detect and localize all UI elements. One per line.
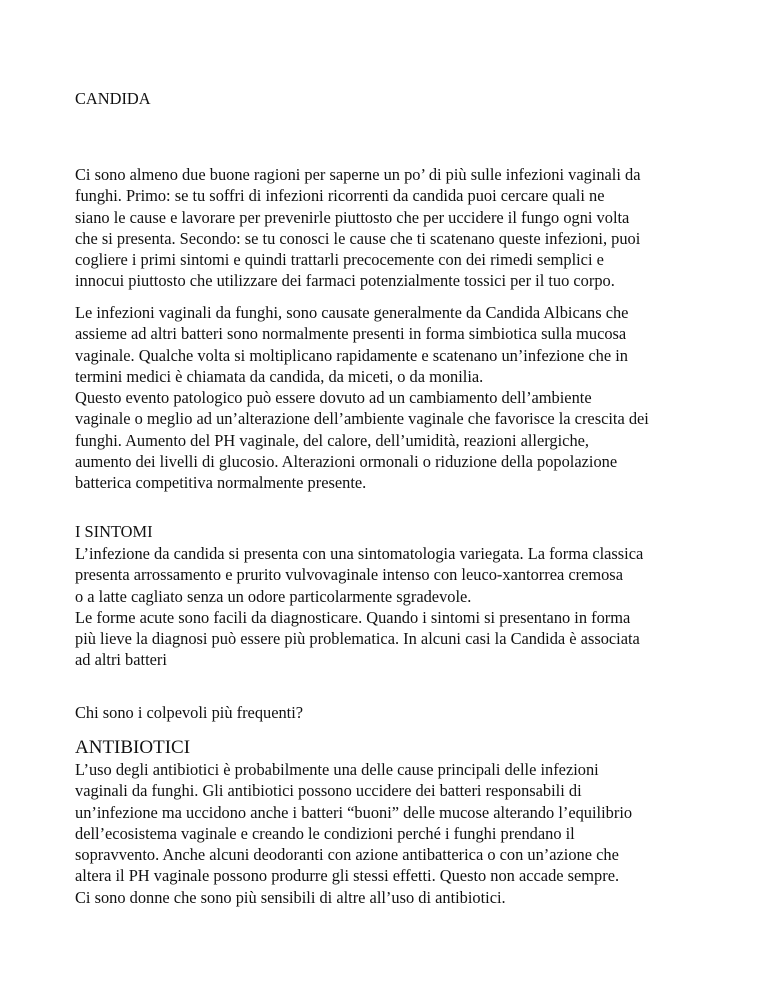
causes-line: vaginale. Qualche volta si moltiplicano rapidamente e scatenano un’infezione che in: [75, 345, 628, 365]
intro-line: siano le cause e lavorare per prevenirle piuttosto che per uccidere il fungo ogni volta: [75, 207, 630, 227]
antibiotics-heading: ANTIBIOTICI: [75, 737, 191, 758]
intro-line: che si presenta. Secondo: se tu conosci le cause che ti scatenano queste infezioni, puoi: [75, 228, 641, 248]
intro-line: innocui piuttosto che utilizzare dei farmaci potenzialmente tossici per il tuo corpo.: [75, 271, 615, 291]
intro-line: cogliere i primi sintomi e quindi trattarli precocemente con dei rimedi semplici e: [75, 250, 604, 270]
symptoms-paragraph: [75, 543, 715, 671]
causes-line: Le infezioni vaginali da funghi, sono causate generalmente da Candida Albicans che: [75, 303, 629, 322]
causes-line: funghi. Aumento del PH vaginale, del calore, dell’umidità, reazioni allergiche,: [75, 430, 590, 450]
intro-line: funghi. Primo: se tu soffri di infezioni ricorrenti da candida puoi cercare quali ne: [75, 186, 605, 206]
antibiotics-line: altera il PH vaginale possono produrre gli stessi effetti. Questo non accade sempre.: [75, 866, 620, 886]
symptoms-line: o a latte cagliato senza un odore particolarmente sgradevole.: [75, 586, 472, 606]
antibiotics-line: dell’ecosistema vaginale e creando le condizioni perché i funghi prendano il: [75, 823, 575, 843]
causes-line: termini medici è chiamata da candida, da miceti, o da monilia.: [75, 366, 484, 386]
causes-line: Questo evento patologico può essere dovuto ad un cambiamento dell’ambiente: [75, 388, 592, 408]
causes-line: batterica competitiva normalmente presente.: [75, 473, 367, 493]
symptoms-line: Le forme acute sono facili da diagnosticare. Quando i sintomi si presentano in forma: [75, 607, 631, 627]
symptoms-heading: I SINTOMI: [75, 522, 153, 541]
symptoms-line: ad altri batteri: [75, 650, 167, 670]
causes-paragraph: [75, 302, 715, 494]
culprits-question: Chi sono i colpevoli più frequenti?: [75, 703, 304, 722]
antibiotics-paragraph: [75, 759, 715, 908]
causes-line: aumento dei livelli di glucosio. Alterazioni ormonali o riduzione della popolazione: [75, 452, 618, 472]
antibiotics-line: Ci sono donne che sono più sensibili di altre all’uso di antibiotici.: [75, 887, 506, 907]
antibiotics-line: vaginali da funghi. Gli antibiotici possono uccidere dei batteri responsabili di: [75, 781, 582, 801]
causes-line: assieme ad altri batteri sono normalmente presenti in forma simbiotica sulla mucosa: [75, 324, 627, 344]
antibiotics-line: un’infezione ma uccidono anche i batteri “buoni” delle mucose alterando l’equilibrio: [75, 802, 633, 822]
intro-line: Ci sono almeno due buone ragioni per saperne un po’ di più sulle infezioni vaginali da: [75, 165, 641, 184]
causes-line: vaginale o meglio ad un’alterazione dell’ambiente vaginale che favorisce la crescita dei: [75, 409, 649, 429]
symptoms-line: più lieve la diagnosi può essere più problematica. In alcuni casi la Candida è associata: [75, 629, 640, 649]
intro-paragraph: [75, 164, 715, 292]
symptoms-line: L’infezione da candida si presenta con una sintomatologia variegata. La forma classica: [75, 544, 644, 563]
antibiotics-line: L’uso degli antibiotici è probabilmente una delle cause principali delle infezioni: [75, 760, 599, 779]
document-title: CANDIDA: [75, 89, 151, 108]
symptoms-line: presenta arrossamento e prurito vulvovaginale intenso con leuco-xantorrea cremosa: [75, 565, 623, 585]
antibiotics-line: sopravvento. Anche alcuni deodoranti con azione antibatterica o con un’azione che: [75, 845, 619, 865]
